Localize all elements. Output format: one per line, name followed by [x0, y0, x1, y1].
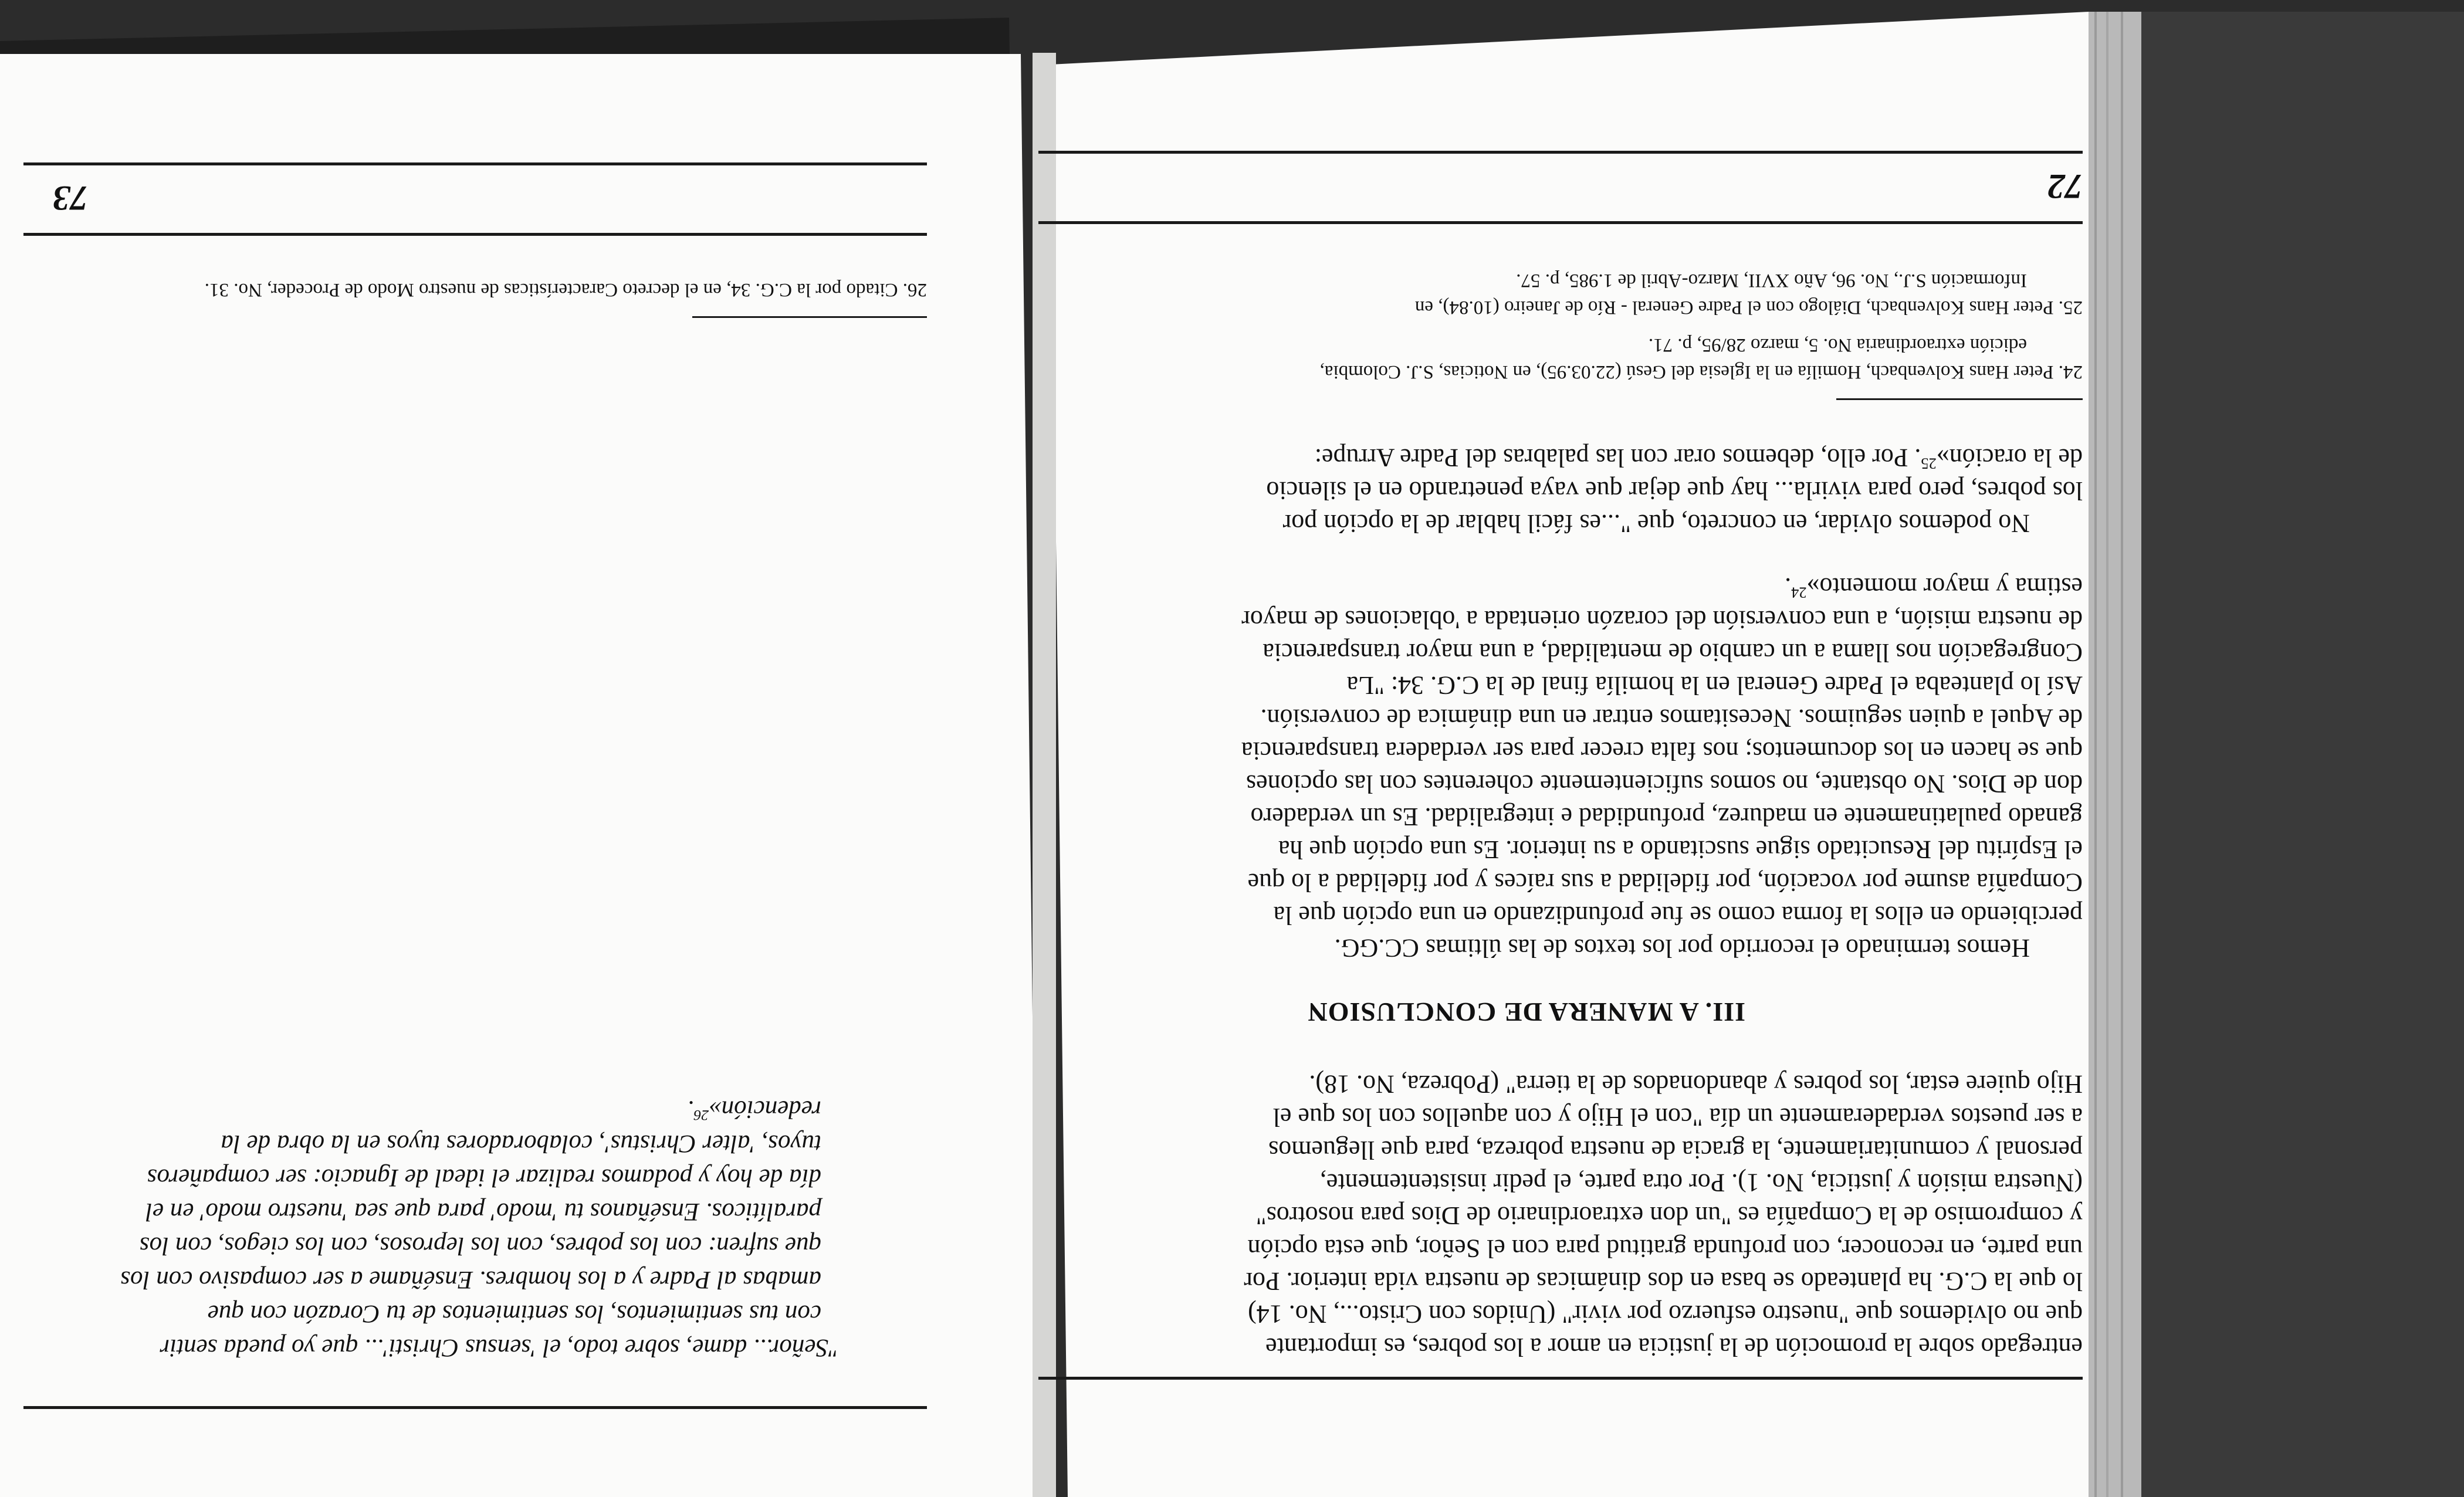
bottom-rule: [23, 233, 927, 236]
footnote-rule: [1836, 398, 2083, 400]
text-line: "Señor... dame, sobre todo, el 'sensus Christi'... que yo pueda sentir: [160, 1334, 839, 1361]
text-line: tuyos, 'alter Christus', colaboradores tuyos en la obra de la: [221, 1130, 821, 1157]
text-line: Compañía asume por vocación, por fidelidad a sus raíces y por fidelidad a lo que: [1247, 868, 2083, 897]
bottom-rule: [1038, 221, 2083, 224]
text-line: los pobres, pero para vivirla... hay que dejar que vaya penetrando en el silencio: [1266, 476, 2083, 505]
text-line: lo que la C.G. ha planteado se basa en dos dinámicas de nuestra vida interior. Por: [1244, 1267, 2083, 1296]
top-rule: [23, 1406, 927, 1409]
text-span: redención»: [709, 1095, 821, 1123]
text-line: percibiendo en ellos la forma como se fue profundizando en una opción que la: [1273, 901, 2083, 930]
text-line: Hijo quiere estar, los pobres y abandonados de la tierra" (Pobreza, No. 18).: [1309, 1070, 2083, 1099]
text-line: Hemos terminado el recorrido por los textos de las últimas CC.GG.: [1334, 934, 2030, 963]
text-line: edición extraordinaria No. 5, marzo 28/95, p. 71.: [1648, 334, 2027, 355]
bottom-rule: [23, 162, 927, 165]
text-line: entregado sobre la promoción de la justicia en amor a los pobres, es importante: [1265, 1333, 2083, 1361]
text-line: [1315, 443, 2083, 473]
text-line: a ser puestos verdaderamente un día "con el Hijo y con aquellos con los que el: [1272, 1103, 2083, 1132]
text-line: Así lo planteaba el Padre General en la homilía final de la C.G. 34: "La: [1346, 671, 2083, 700]
text-line: don de Dios. No obstante, no somos suficientemente coherentes con las opciones: [1245, 770, 2083, 798]
text-line: [1785, 572, 2083, 602]
text-span: .: [687, 1095, 694, 1123]
text-line: el Espíritu del Resucitado sigue suscitando a su interior. Es una opción que ha: [1278, 835, 2083, 864]
text-line: personal y comunitariamente, la gracia de nuestra pobreza, para que lleguemos: [1268, 1136, 2083, 1164]
footnote-ref-26: 26: [693, 1107, 709, 1124]
text-span: .: [1785, 573, 1792, 601]
text-line: paralíticos. Enséñanos tu 'modo' para que sea 'nuestro modo' en el: [145, 1198, 821, 1225]
text-line: 24. Peter Hans Kolvenbach, Homilía en la Iglesia del Gesú (22.03.95), en Noticias, S.J. Colombia,: [1319, 361, 2083, 382]
text-line: que se hacen en los documentos; nos falta crecer para ser verdadera transparencia: [1241, 737, 2083, 766]
text-line: 25. Peter Hans Kolvenbach, Diálogo con el Padre General - Río de Janeiro (10.84), en: [1414, 297, 2083, 318]
text-line: y compromiso de la Compañía es "un don extraordinario de Dios para nosotros": [1255, 1201, 2083, 1230]
section-heading: III. A MANERA DE CONCLUSION: [1307, 997, 1745, 1027]
text-line: día de hoy y podamos realizar el ideal de Ignacio: ser compañeros: [147, 1164, 821, 1191]
bottom-rule: [1038, 151, 2083, 154]
text-line: (Nuestra misión y justicia, No. 1). Por otra parte, el pedir insistentemente,: [1319, 1169, 2083, 1197]
text-span: de la oración»: [1936, 443, 2083, 472]
text-line: Información S.J., No. 96, Año XVII, Marzo-Abril de 1.985, p. 57.: [1516, 270, 2027, 291]
page-number: 72: [2047, 167, 2083, 206]
text-line: Congregación nos llama a un cambio de mentalidad, a una mayor transparencia: [1263, 638, 2083, 667]
text-span: estima y mayor momento»: [1806, 573, 2083, 601]
top-rule: [1038, 1377, 2083, 1380]
text-line: amabas al Padre y a los hombres. Enséñame a ser compasivo con los: [120, 1266, 821, 1293]
footnote-ref-25: 25: [1921, 455, 1937, 473]
text-line: con tus sentimientos, los sentimientos de tu Corazón con que: [207, 1300, 821, 1327]
text-line: una parte, en reconocer, con profunda gratitud para con el Señor, que esta opción: [1247, 1234, 2083, 1263]
footnote-rule: [692, 316, 927, 318]
text-line: No podemos olvidar, en concreto, que "...es fácil hablar de la opción por: [1282, 509, 2030, 538]
text-line: de nuestra misión, a una conversión del corazón orientada a 'oblaciones de mayor: [1241, 605, 2083, 634]
text-line: que no olvidemos que "nuestro esfuerzo por vivir" (Unidos con Cristo..., No. 14): [1248, 1300, 2083, 1329]
text-line: de Aquel a quien seguimos. Necesitamos entrar en una dinámica de conversión.: [1260, 704, 2083, 733]
page-number: 73: [53, 179, 88, 218]
footnote-ref-24: 24: [1791, 584, 1807, 602]
footnote-26: 26. Citado por la C.G. 34, en el decreto Características de nuestro Modo de Proceder, No. 31.: [204, 279, 927, 300]
text-line: ganado paulatinamente en madurez, profundidad e integralidad. Es un verdadero: [1250, 802, 2083, 831]
text-span: . Por ello, debemos orar con las palabras del Padre Arrupe:: [1314, 443, 1921, 472]
text-line: que sufren: con los pobres, con los leprosos, con los ciegos, con los: [139, 1232, 821, 1259]
text-line: [688, 1095, 821, 1124]
